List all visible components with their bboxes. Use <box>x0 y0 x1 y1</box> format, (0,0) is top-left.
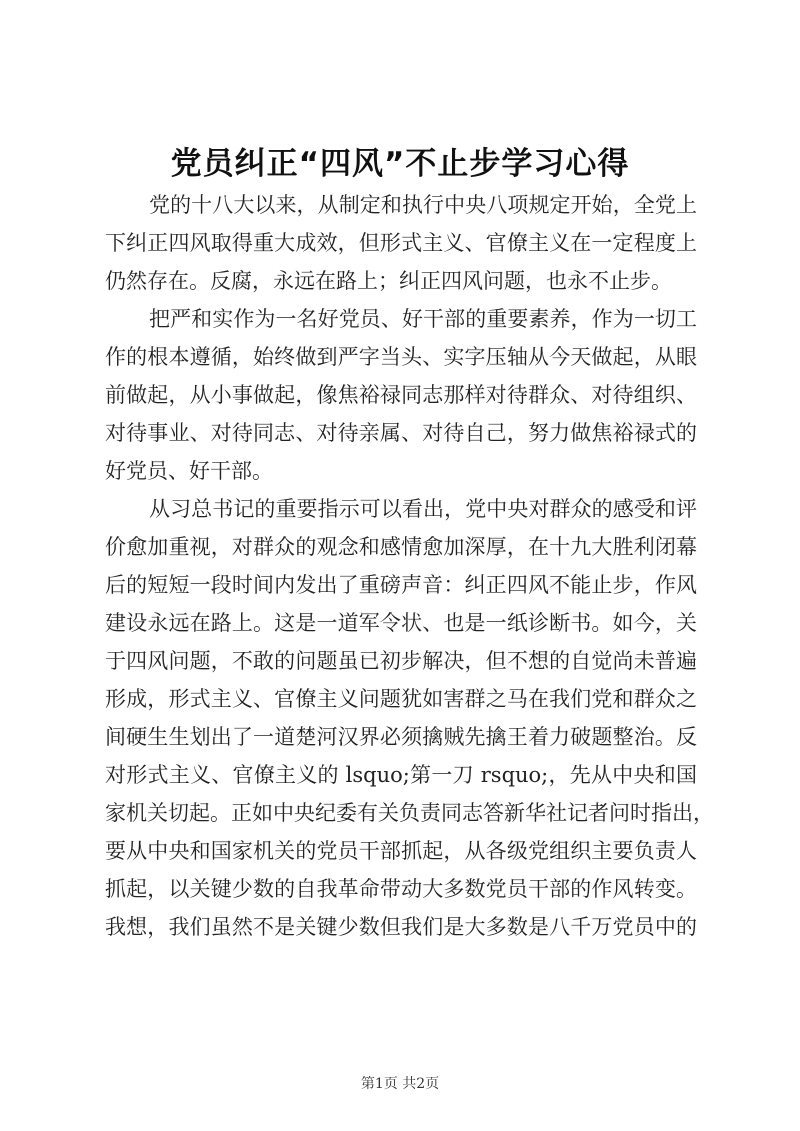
paragraph-line: 于四风问题，不敢的问题虽已初步解决，但不想的自觉尚未普遍 <box>105 649 697 673</box>
paragraph-line: 价愈加重视，对群众的观念和感情愈加深厚，在十九大胜利闭幕 <box>105 535 697 559</box>
paragraph-line: 从习总书记的重要指示可以看出，党中央对群众的感受和评 <box>149 497 697 521</box>
document-body <box>105 186 714 946</box>
paragraph-line: 家机关切起。正如中央纪委有关负责同志答新华社记者问时指出， <box>105 801 714 825</box>
paragraph-line: 作的根本遵循，始终做到严字当头、实字压轴从今天做起，从眼 <box>105 345 697 369</box>
paragraph-line: 我想，我们虽然不是关键少数但我们是大多数是八千万党员中的 <box>105 915 697 939</box>
paragraph-line: 仍然存在。反腐，永远在路上；纠正四风问题，也永不止步。 <box>105 269 672 293</box>
paragraph-line: 把严和实作为一名好党员、好干部的重要素养，作为一切工 <box>149 307 697 331</box>
paragraph-line: 建设永远在路上。这是一道军令状、也是一纸诊断书。如今，关 <box>105 611 697 635</box>
paragraph-line: 好党员、好干部。 <box>105 459 273 483</box>
paragraph-line: 要从中央和国家机关的党员干部抓起，从各级党组织主要负责人 <box>105 839 697 863</box>
paragraph <box>105 490 714 946</box>
paragraph-line: 党的十八大以来，从制定和执行中央八项规定开始，全党上 <box>149 193 697 217</box>
paragraph <box>105 300 697 490</box>
paragraph <box>105 186 697 300</box>
page-number: 第1页 共2页 <box>360 1076 440 1092</box>
paragraph-line: 下纠正四风取得重大成效，但形式主义、官僚主义在一定程度上 <box>105 231 697 255</box>
document-title: 党员纠正“四风”不止步学习心得 <box>170 146 630 182</box>
paragraph-line: 对待事业、对待同志、对待亲属、对待自己，努力做焦裕禄式的 <box>105 421 697 445</box>
paragraph-line: 后的短短一段时间内发出了重磅声音：纠正四风不能止步，作风 <box>105 573 697 597</box>
paragraph-line: 对形式主义、官僚主义的 lsquo;第一刀 rsquo;，先从中央和国 <box>105 763 697 787</box>
paragraph-line: 间硬生生划出了一道楚河汉界必须擒贼先擒王着力破题整治。反 <box>105 725 697 749</box>
paragraph-line: 形成，形式主义、官僚主义问题犹如害群之马在我们党和群众之 <box>105 687 697 711</box>
paragraph-line: 抓起，以关键少数的自我革命带动大多数党员干部的作风转变。 <box>105 877 697 901</box>
paragraph-line: 前做起，从小事做起，像焦裕禄同志那样对待群众、对待组织、 <box>105 383 697 407</box>
